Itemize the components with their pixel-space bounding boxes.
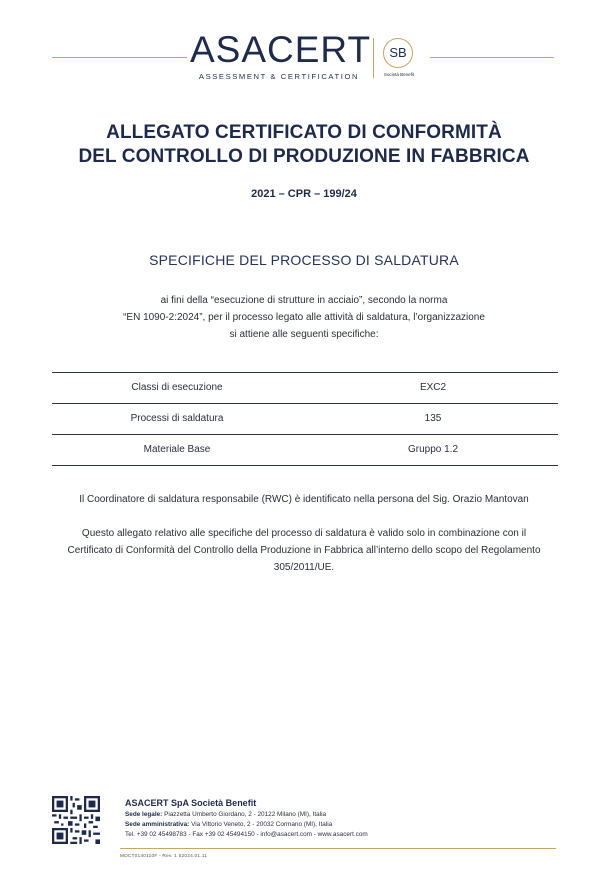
intro-line-1: ai fini della “esecuzione di strutture in acciaio”, secondo la norma [160, 295, 448, 306]
footer-legal-address [125, 811, 326, 819]
footer-admin-address [125, 821, 332, 829]
table-row [52, 404, 558, 434]
section-title: SPECIFICHE DEL PROCESSO DI SALDATURA [149, 252, 459, 268]
spec-value: EXC2 [419, 382, 447, 393]
footer-company-name: ASACERT SpA Società Benefit [125, 798, 257, 808]
header-divider [373, 38, 374, 78]
footer-admin-label: Sede amministrativa: [125, 821, 190, 828]
validity-line-2: Certificato di Conformità del Controllo della Produzione in Fabbrica all’interno dello scopo del Regolamento [67, 545, 541, 556]
intro-paragraph [30, 292, 578, 343]
header-line-right [430, 57, 554, 58]
societa-benefit-label: Società Benefit [383, 72, 415, 77]
footer-legal-label: Sede legale: [125, 811, 163, 818]
brand-tagline: ASSESSMENT & CERTIFICATION [198, 72, 360, 81]
table-row [52, 435, 558, 465]
spec-label: Classi di esecuzione [131, 382, 223, 393]
certificate-code: 2021 – CPR – 199/24 [251, 188, 357, 200]
validity-paragraph [30, 525, 578, 576]
specs-table [52, 372, 558, 466]
footer-admin-address-text: Via Vittorio Veneto, 2 - 20032 Cormano (MI), Italia [189, 821, 333, 828]
document-title-line-1: ALLEGATO CERTIFICATO DI CONFORMITÀ [106, 122, 502, 143]
validity-line-3: 305/2011/UE. [273, 562, 335, 573]
table-row [52, 373, 558, 403]
spec-label: Processi di saldatura [130, 413, 224, 424]
footer-document-ref: MDCT0140110F - Rev. 1 52024.01.11 [120, 854, 208, 859]
validity-line-1: Questo allegato relativo alle specifiche del processo di saldatura è valido solo in combinazione con il [81, 528, 527, 539]
societa-benefit-badge: SB [383, 38, 413, 68]
spec-label: Materiale Base [143, 444, 211, 455]
qr-code-icon [52, 796, 100, 844]
footer-rule [120, 848, 556, 849]
footer-contacts: Tel. +39 02 45498783 - Fax +39 02 45494150 - info@asacert.com - www.asacert.com [125, 831, 368, 838]
coordinator-paragraph: Il Coordinatore di saldatura responsabile (RWC) è identificato nella persona del Sig. Orazio Mantovan [79, 494, 529, 505]
table-rule [52, 465, 558, 466]
spec-value: Gruppo 1.2 [407, 444, 459, 455]
intro-line-2: “EN 1090-2:2024”, per il processo legato alle attività di saldatura, l’organizzazione [123, 312, 485, 323]
brand-logo: ASACERT [190, 29, 372, 70]
footer-legal-address-text: Piazzetta Umberto Giordano, 2 - 20122 Milano (MI), Italia [162, 811, 327, 818]
intro-line-3: si attiene alle seguenti specifiche: [229, 329, 379, 340]
spec-value: 135 [424, 413, 442, 424]
header-line-left [52, 57, 187, 58]
document-title-line-2: DEL CONTROLLO DI PRODUZIONE IN FABBRICA [78, 146, 530, 167]
